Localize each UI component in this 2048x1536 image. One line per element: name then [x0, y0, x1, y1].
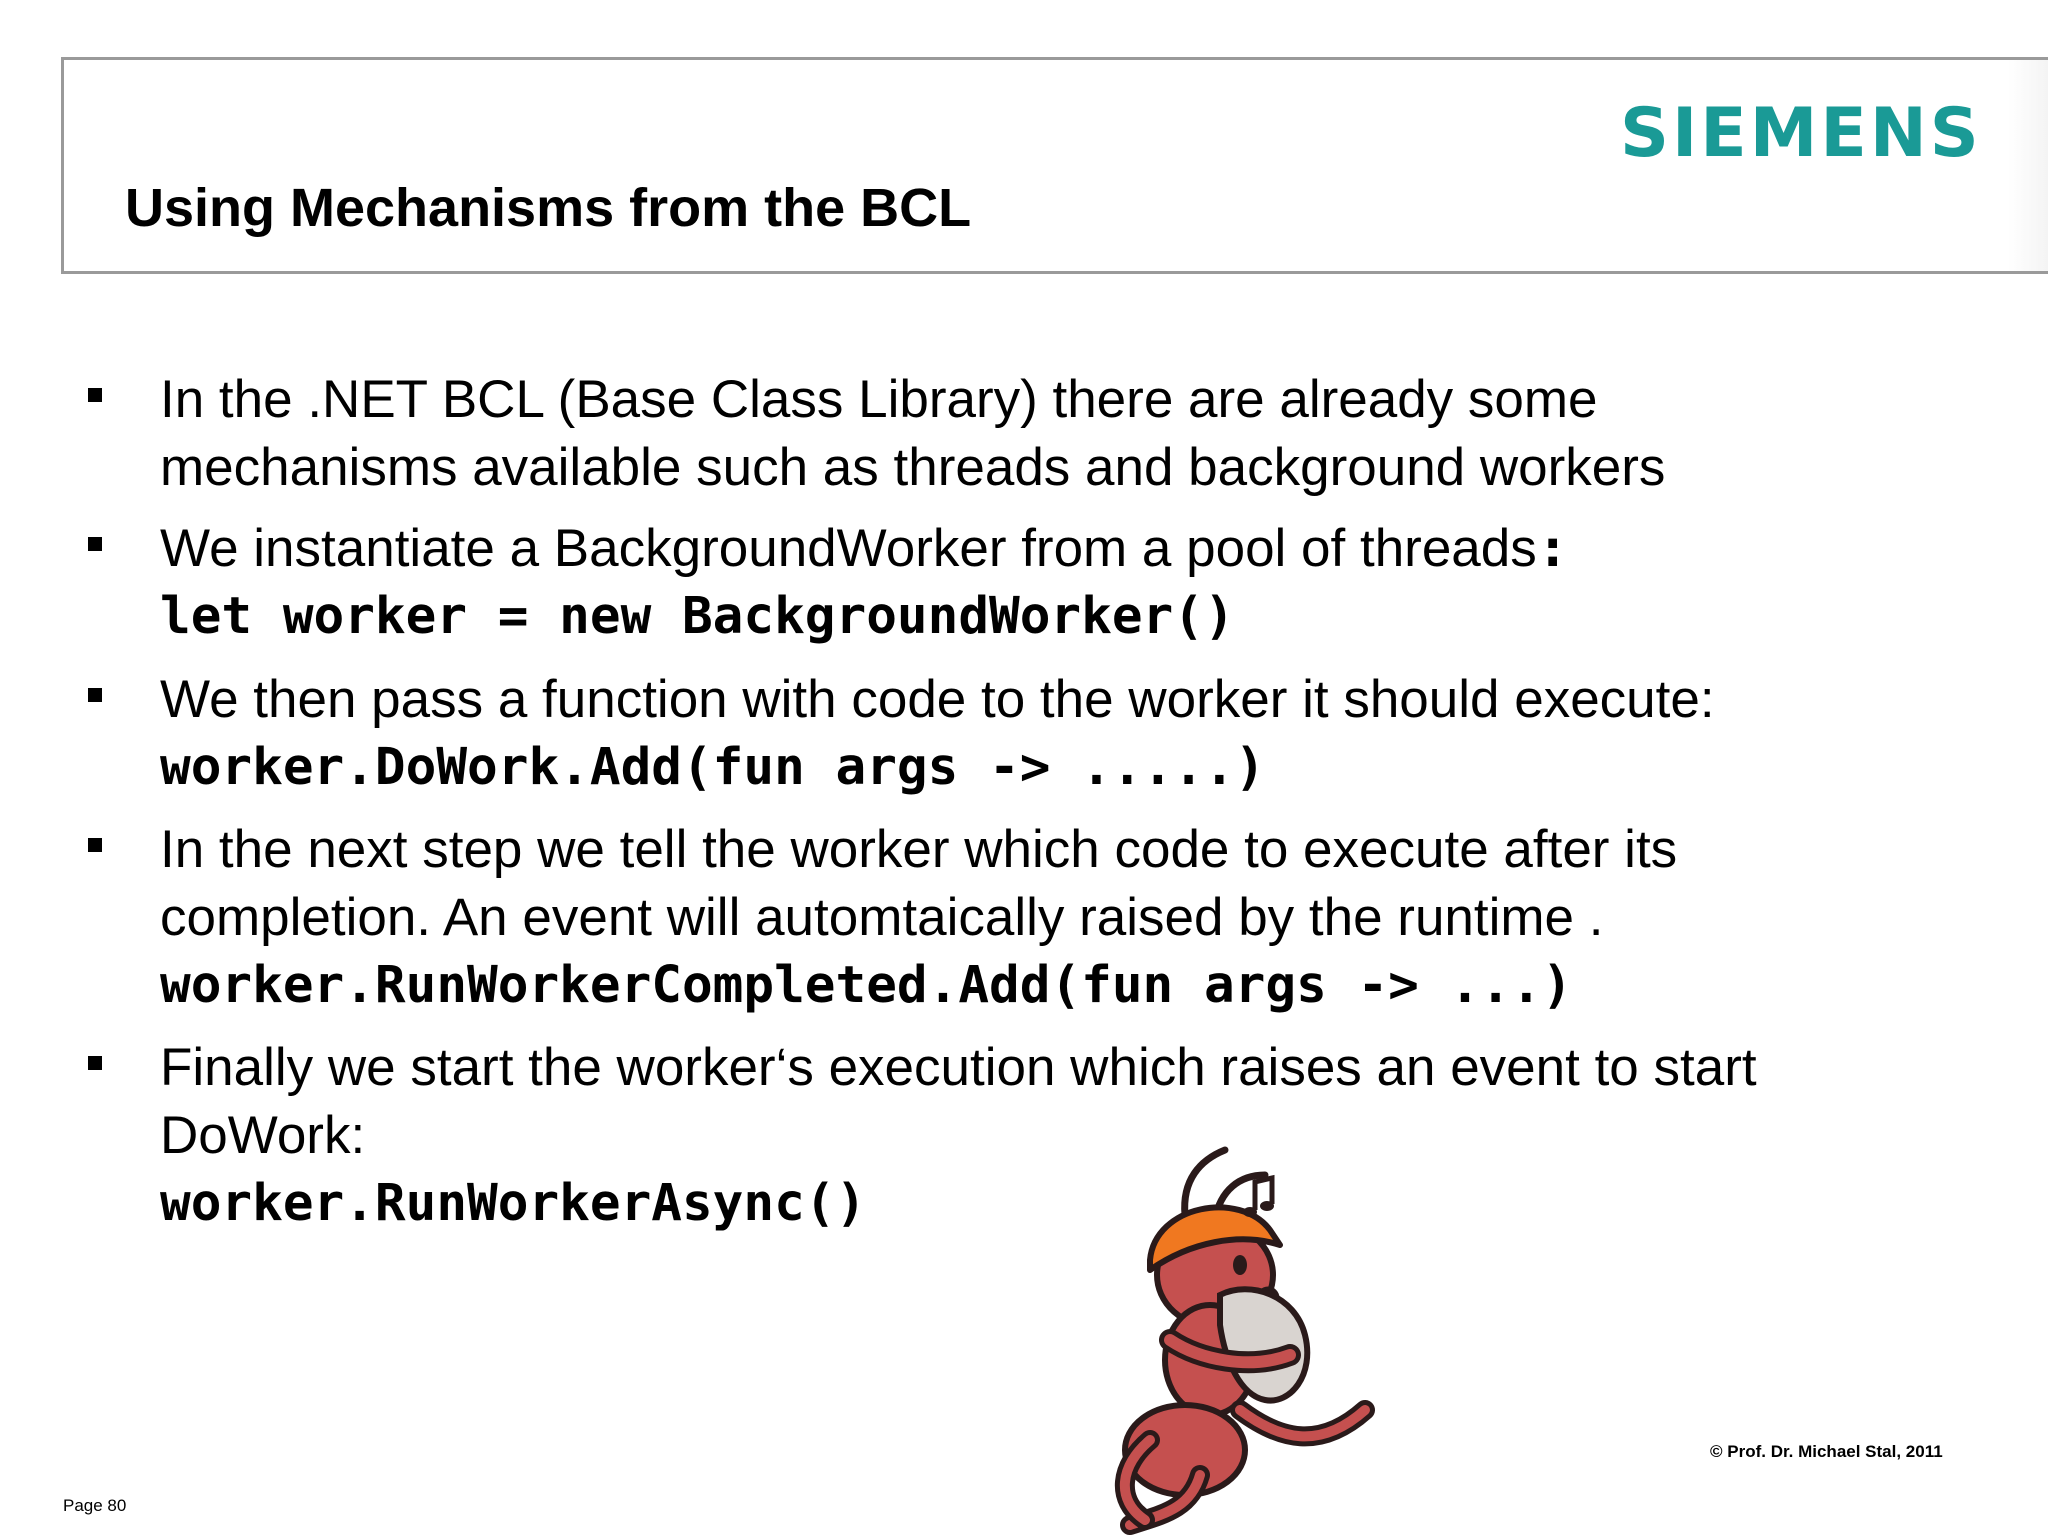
square-bullet-icon	[88, 1056, 102, 1070]
ant-worker-icon	[1090, 1120, 1420, 1536]
code-line: worker.RunWorkerCompleted.Add(fun args -> ...)	[160, 956, 1573, 1015]
square-bullet-icon	[88, 688, 102, 702]
bullet-text-line: In the .NET BCL (Base Class Library) there are already some	[160, 370, 1598, 429]
bullet-item-2	[160, 515, 1960, 651]
square-bullet-icon	[88, 838, 102, 852]
square-bullet-icon	[88, 537, 102, 551]
slide-title: Using Mechanisms from the BCL	[125, 178, 972, 238]
bullet-text-line: DoWork:	[160, 1106, 366, 1165]
page-number: Page 80	[63, 1496, 127, 1515]
bullet-text-line: mechanisms available such as threads and background workers	[160, 438, 1666, 497]
code-line: worker.RunWorkerAsync()	[160, 1174, 867, 1233]
bullet-item-1	[160, 366, 1960, 502]
code-line: let worker = new BackgroundWorker()	[160, 587, 1235, 646]
bullet-item-3	[160, 666, 1960, 802]
bullet-colon: :	[1536, 518, 1569, 579]
bullet-text-line: Finally we start the worker‘s execution which raises an event to start	[160, 1038, 1757, 1097]
ant-worker-illustration	[1090, 1120, 1420, 1536]
bullet-text: We instantiate a BackgroundWorker from a pool of threads	[160, 519, 1537, 578]
siemens-logo: SIEMENS	[1620, 94, 1982, 173]
bullet-text-line: completion. An event will automtaically raised by the runtime .	[160, 888, 1604, 947]
bullet-item-4	[160, 816, 1960, 1020]
bullet-item-5	[160, 1034, 1960, 1238]
bullet-text-line: We then pass a function with code to the worker it should execute:	[160, 670, 1715, 729]
code-line: worker.DoWork.Add(fun args -> .....)	[160, 738, 1266, 797]
copyright-notice: © Prof. Dr. Michael Stal, 2011	[1710, 1442, 1943, 1461]
square-bullet-icon	[88, 388, 102, 402]
bullet-text-line: In the next step we tell the worker which code to execute after its	[160, 820, 1678, 879]
bullet-text-line	[160, 515, 1960, 583]
